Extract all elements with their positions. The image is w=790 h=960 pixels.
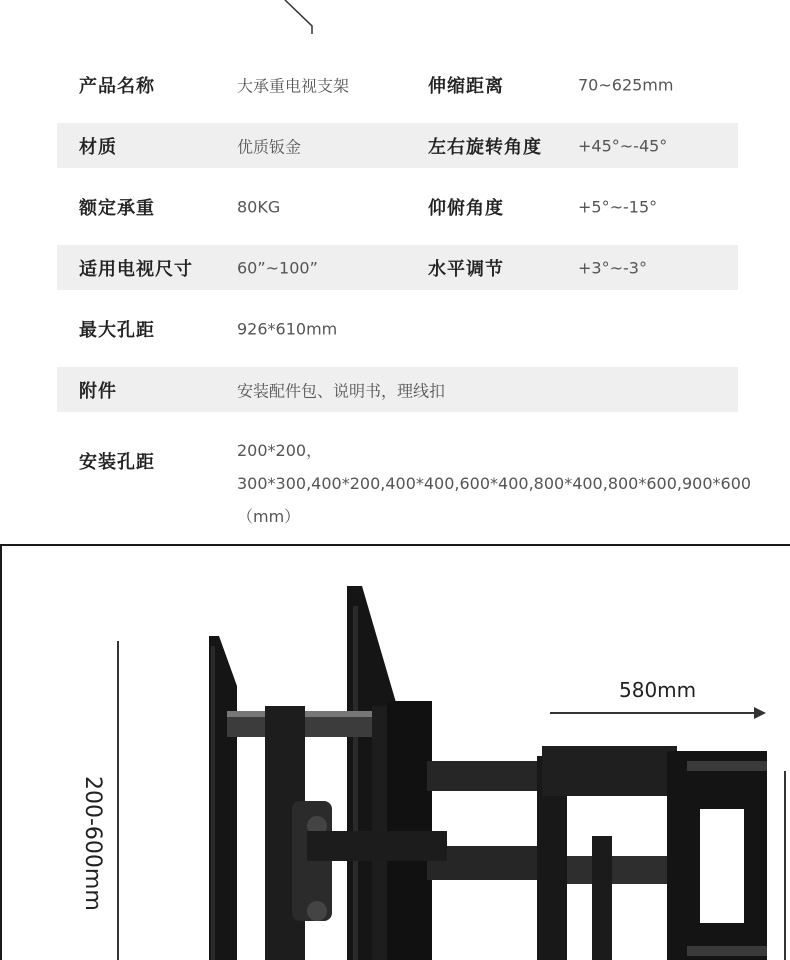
spec-row-product-name bbox=[57, 54, 738, 115]
spec-value: 926*610mm bbox=[237, 319, 338, 338]
dimension-label-vertical: 200-600mm bbox=[80, 776, 105, 911]
spec-value: 优质钣金 bbox=[237, 137, 302, 156]
spec-label: 安装孔距 bbox=[79, 452, 155, 473]
dimension-line-vertical bbox=[117, 641, 119, 960]
spec-row-max-hole bbox=[57, 298, 738, 359]
spec-value: 200*200，300*300,400*200,400*400,600*400,800*400,800*600,900*600（mm） bbox=[237, 441, 752, 526]
spec-label: 左右旋转角度 bbox=[428, 136, 542, 158]
spec-label: 产品名称 bbox=[79, 75, 155, 97]
decorative-line-graphic bbox=[270, 0, 330, 34]
spec-value: 70~625mm bbox=[578, 75, 674, 94]
spec-value: 大承重电视支架 bbox=[237, 76, 350, 95]
dimension-label-horizontal: 580mm bbox=[619, 678, 697, 702]
spec-value: +5°~-15° bbox=[578, 197, 658, 216]
spec-label: 仰俯角度 bbox=[428, 197, 504, 219]
spec-row-tv-size bbox=[57, 245, 738, 290]
spec-label: 附件 bbox=[79, 380, 117, 402]
spec-label: 伸缩距离 bbox=[428, 75, 504, 97]
spec-label: 材质 bbox=[79, 136, 117, 158]
product-image-panel bbox=[0, 544, 790, 960]
spec-value: +3°~-3° bbox=[578, 258, 647, 277]
spec-label: 额定承重 bbox=[79, 197, 155, 219]
spec-value: 60”~100” bbox=[237, 258, 318, 277]
spec-label: 适用电视尺寸 bbox=[79, 258, 193, 280]
spec-row-accessories bbox=[57, 367, 738, 412]
spec-row-mount-holes bbox=[57, 420, 752, 526]
spec-table bbox=[57, 54, 752, 526]
tv-mount-illustration bbox=[197, 586, 777, 960]
spec-label: 水平调节 bbox=[428, 258, 504, 280]
spec-value: 安装配件包、说明书，理线扣 bbox=[237, 381, 446, 400]
spec-row-material bbox=[57, 123, 738, 168]
spec-value: 80KG bbox=[237, 197, 281, 216]
spec-row-load bbox=[57, 176, 738, 237]
spec-label: 最大孔距 bbox=[79, 319, 155, 341]
spec-value: +45°~-45° bbox=[578, 136, 668, 155]
dimension-line-right bbox=[784, 771, 786, 960]
